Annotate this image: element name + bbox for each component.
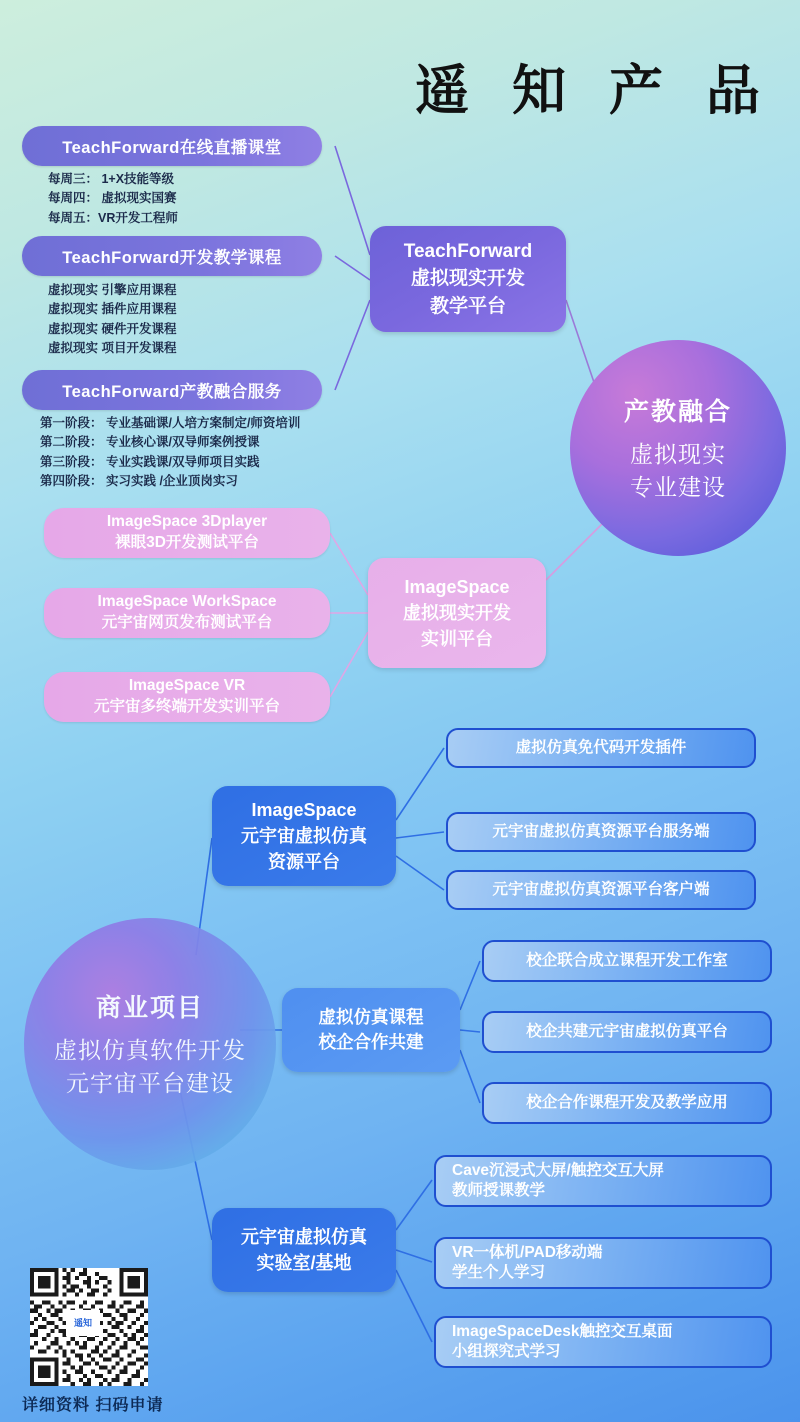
circle-line: 虚拟现实 [630,440,726,467]
hub-line: ImageSpace [404,576,510,597]
list-item: 第三阶段： 专业实践课/双导师项目实践 [40,454,260,469]
hub-line: 实验室/基地 [256,1253,352,1273]
bar-teachforward-industry[interactable]: TeachForward产教融合服务 [22,370,322,410]
list-item: 第一阶段： 专业基础课/人培方案制定/师资培训 [40,416,301,430]
list-item: 虚拟现实 引擎应用课程 [48,283,177,297]
hub-line: ImageSpace [251,799,357,820]
bar-line: ImageSpace VR [128,677,246,695]
leaf-line: Cave沉浸式大屏/触控交互大屏 [452,1161,664,1179]
hub-line: 教学平台 [429,295,506,317]
circle-title: 产教融合 [623,397,732,426]
hub-course-school-enterprise[interactable] [282,988,460,1072]
hub-imagespace[interactable] [368,558,546,668]
hub-teachforward[interactable] [370,226,566,332]
bar-imagespace-3dplayer[interactable] [44,508,330,558]
qr-caption: 详细资料 扫码申请 [22,1397,164,1414]
list-item: 每周三： 1+X技能等级 [48,172,175,186]
circle-industry-education[interactable] [570,340,786,556]
hub-imagespace-resource-platform[interactable] [212,786,396,886]
bar-imagespace-vr[interactable] [44,672,330,722]
hub-line: 虚拟现实开发 [403,602,511,623]
qr-logo-text: 遥知 [73,1317,92,1328]
hub-line: 虚拟现实开发 [410,268,525,290]
bar-teachforward-courses[interactable]: TeachForward开发教学课程 [22,236,322,276]
circle-line: 虚拟仿真软件开发 [54,1036,246,1063]
hub-line: 元宇宙虚拟仿真 [241,1226,367,1247]
leaf-vr-pad[interactable] [434,1237,772,1289]
list-teachforward-courses [48,281,176,359]
hub-line: 虚拟仿真课程 [318,1006,424,1027]
hub-line: 元宇宙虚拟仿真 [241,825,367,846]
hub-line: 校企合作共建 [318,1032,424,1052]
bar-imagespace-workspace[interactable] [44,588,330,638]
list-item: 第二阶段： 专业核心课/双导师案例授课 [40,435,260,450]
list-teachforward-industry [40,414,300,492]
leaf-line: VR一体机/PAD移动端 [452,1243,603,1261]
leaf-line: 学生个人学习 [452,1264,546,1281]
list-teachforward-live [48,170,178,228]
list-item: 每周四： 虚拟现实国赛 [48,191,177,206]
bar-line: 裸眼3D开发测试平台 [115,534,259,551]
leaf-course-studio[interactable]: 校企联合成立课程开发工作室 [482,940,772,982]
leaf-line: 教师授课教学 [452,1182,546,1199]
list-item: 虚拟现实 插件应用课程 [48,302,177,317]
bar-line: ImageSpace WorkSpace [97,593,277,611]
circle-title: 商业项目 [95,993,204,1022]
leaf-resource-server[interactable]: 元宇宙虚拟仿真资源平台服务端 [446,812,756,852]
bar-line: 元宇宙网页发布测试平台 [101,614,273,631]
hub-line: 资源平台 [268,852,340,873]
hub-lab-base[interactable] [212,1208,396,1292]
circle-line: 专业建设 [630,474,726,500]
leaf-cave-bigscreen[interactable] [434,1155,772,1207]
circle-commercial-projects[interactable] [24,918,276,1170]
leaf-course-teaching-app[interactable]: 校企合作课程开发及教学应用 [482,1082,772,1124]
leaf-line: 小组探究式学习 [452,1343,561,1360]
hub-line: TeachForward [403,240,533,262]
hub-line: 实训平台 [421,629,493,650]
bar-line: 元宇宙多终端开发实训平台 [93,698,280,715]
bar-line: ImageSpace 3Dplayer [106,513,268,531]
leaf-resource-client[interactable]: 元宇宙虚拟仿真资源平台客户端 [446,870,756,910]
page-title: 遥 知 产 品 [414,61,774,121]
leaf-joint-platform[interactable]: 校企共建元宇宙虚拟仿真平台 [482,1011,772,1053]
circle-line: 元宇宙平台建设 [66,1070,234,1096]
list-item: 第四阶段： 实习实践 /企业顶岗实习 [40,474,238,489]
leaf-imagespacedesk[interactable] [434,1316,772,1368]
leaf-no-code-plugin[interactable]: 虚拟仿真免代码开发插件 [446,728,756,768]
list-item: 虚拟现实 项目开发课程 [48,341,177,356]
qr-center-logo [66,1310,100,1336]
leaf-line: ImageSpaceDesk触控交互桌面 [452,1322,673,1340]
list-item: 虚拟现实 硬件开发课程 [48,321,177,336]
list-item: 每周五：VR开发工程师 [48,210,178,225]
bar-teachforward-live[interactable]: TeachForward在线直播课堂 [22,126,322,166]
